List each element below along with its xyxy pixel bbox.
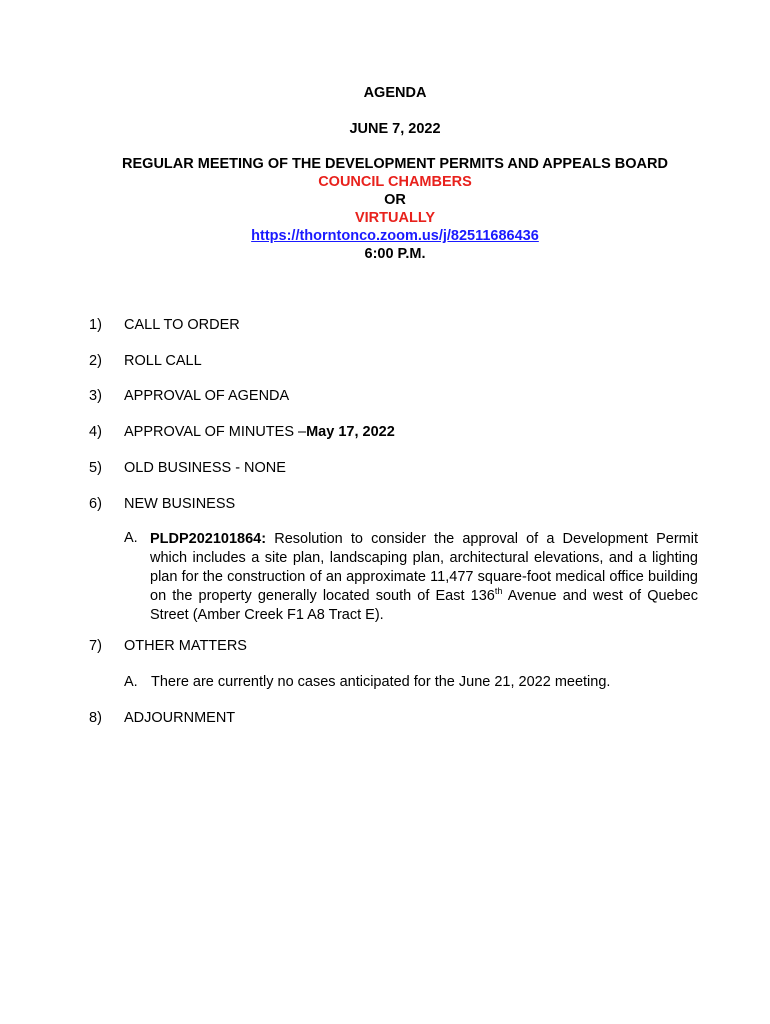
item-label: OTHER MATTERS [124,638,247,654]
agenda-item-5 [89,460,286,476]
item-label: ROLL CALL [124,353,202,369]
zoom-link[interactable]: https://thorntonco.zoom.us/j/82511686436 [251,228,539,244]
agenda-item-1 [89,317,240,333]
item-number: 1) [89,317,102,333]
new-business-text [150,530,698,625]
minutes-date: May 17, 2022 [306,424,395,440]
item-label: ADJOURNMENT [124,710,236,726]
item-number: 5) [89,460,102,476]
subitem-letter: A. [124,674,138,690]
case-number: PLDP202101864: [150,531,267,547]
location-or: OR [384,192,406,208]
location-council-chambers: COUNCIL CHAMBERS [318,174,472,190]
zoom-link-row [0,228,770,244]
item-number: 4) [89,424,102,440]
item-label: APPROVAL OF MINUTES – [124,424,307,440]
agenda-item-6 [89,496,235,512]
agenda-item-7 [89,638,247,654]
item-label: APPROVAL OF AGENDA [124,388,290,404]
item-number: 8) [89,710,102,726]
meeting-time: 6:00 P.M. [364,246,426,262]
subitem-letter: A. [124,530,138,546]
item-label: CALL TO ORDER [124,317,240,333]
agenda-item-4 [89,424,395,440]
item-number: 3) [89,388,102,404]
item-number: 7) [89,638,102,654]
location-virtually: VIRTUALLY [354,210,436,226]
meeting-date: JUNE 7, 2022 [349,121,441,137]
agenda-item-3 [89,388,289,404]
other-matters-text: There are currently no cases anticipated for the June 21, 2022 meeting. [151,674,611,690]
item-number: 2) [89,353,102,369]
new-business-subitem [124,530,698,625]
meeting-name: REGULAR MEETING OF THE DEVELOPMENT PERMITS AND APPEALS BOARD [122,156,668,172]
agenda-title: AGENDA [363,85,427,101]
agenda-item-8 [89,710,235,726]
text-part: Avenue and west of Quebec Street (Amber Creek F1 A8 Tract E). [150,588,698,623]
other-matters-subitem [124,674,698,694]
item-label: NEW BUSINESS [124,496,236,512]
agenda-item-2 [89,353,202,369]
item-label: OLD BUSINESS - NONE [124,460,286,476]
ordinal-suffix: th [494,586,503,597]
text-part: Resolution to consider the approval of a Development Permit which includes a site plan, landscaping plan, architectural elevations, and a lighting plan for the construction of an approximate 11,477 square-foot medical office building on the property generally located south of East 136 [150,531,698,604]
item-number: 6) [89,496,102,512]
